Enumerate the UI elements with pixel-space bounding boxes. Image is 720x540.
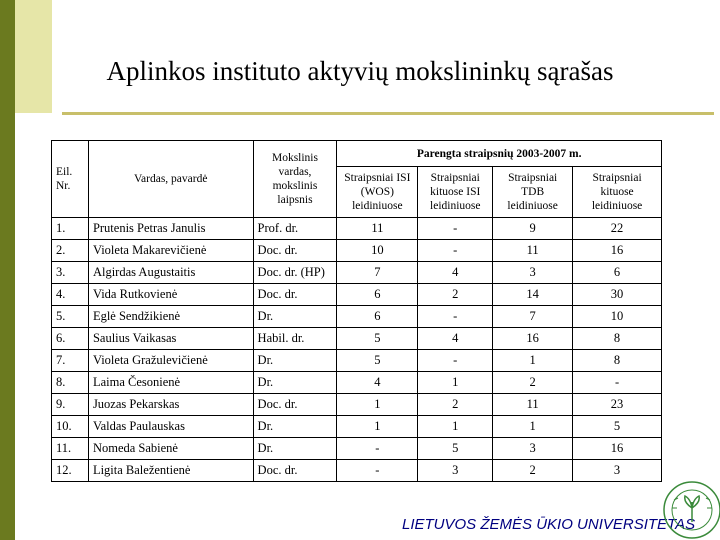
table-row xyxy=(52,438,662,460)
other-count-cell: 22 xyxy=(573,218,662,240)
row-number-cell: 7. xyxy=(52,350,89,372)
other-count-cell: 16 xyxy=(573,240,662,262)
tdb-count-cell: 2 xyxy=(493,460,573,482)
table-row xyxy=(52,218,662,240)
degree-cell: Doc. dr. xyxy=(253,240,337,262)
row-number-cell: 2. xyxy=(52,240,89,262)
other-isi-count-cell: 2 xyxy=(418,284,493,306)
table-row xyxy=(52,372,662,394)
name-cell: Prutenis Petras Janulis xyxy=(88,218,253,240)
table-row xyxy=(52,460,662,482)
header-nr: Eil. Nr. xyxy=(52,141,89,218)
header-other: Straipsniai kituose leidiniuose xyxy=(573,167,662,218)
degree-cell: Doc. dr. xyxy=(253,394,337,416)
name-cell: Saulius Vaikasas xyxy=(88,328,253,350)
row-number-cell: 3. xyxy=(52,262,89,284)
page-title: Aplinkos instituto aktyvių mokslininkų sąrašas xyxy=(106,56,614,86)
tdb-count-cell: 3 xyxy=(493,438,573,460)
other-count-cell: 10 xyxy=(573,306,662,328)
header-degree: Mokslinis vardas, mokslinis laipsnis xyxy=(253,141,337,218)
isi-wos-count-cell: 4 xyxy=(337,372,418,394)
row-number-cell: 6. xyxy=(52,328,89,350)
row-number-cell: 9. xyxy=(52,394,89,416)
degree-cell: Dr. xyxy=(253,350,337,372)
other-isi-count-cell: - xyxy=(418,350,493,372)
name-cell: Juozas Pekarskas xyxy=(88,394,253,416)
isi-wos-count-cell: 7 xyxy=(337,262,418,284)
name-cell: Algirdas Augustaitis xyxy=(88,262,253,284)
other-isi-count-cell: 5 xyxy=(418,438,493,460)
other-isi-count-cell: - xyxy=(418,240,493,262)
degree-cell: Doc. dr. xyxy=(253,460,337,482)
table-row xyxy=(52,350,662,372)
tdb-count-cell: 7 xyxy=(493,306,573,328)
degree-cell: Prof. dr. xyxy=(253,218,337,240)
tdb-count-cell: 3 xyxy=(493,262,573,284)
degree-cell: Doc. dr. (HP) xyxy=(253,262,337,284)
table-row xyxy=(52,394,662,416)
name-cell: Violeta Makarevičienė xyxy=(88,240,253,262)
table-row xyxy=(52,240,662,262)
degree-cell: Doc. dr. xyxy=(253,284,337,306)
tdb-count-cell: 9 xyxy=(493,218,573,240)
header-other-isi: Straipsniai kituose ISI leidiniuose xyxy=(418,167,493,218)
isi-wos-count-cell: 1 xyxy=(337,394,418,416)
university-name: LIETUVOS ŽEMĖS ŪKIO UNIVERSITETAS xyxy=(402,516,696,533)
other-count-cell: 5 xyxy=(573,416,662,438)
row-number-cell: 5. xyxy=(52,306,89,328)
other-count-cell: - xyxy=(573,372,662,394)
row-number-cell: 1. xyxy=(52,218,89,240)
degree-cell: Habil. dr. xyxy=(253,328,337,350)
other-isi-count-cell: 3 xyxy=(418,460,493,482)
table-row xyxy=(52,262,662,284)
isi-wos-count-cell: 10 xyxy=(337,240,418,262)
university-seal-icon xyxy=(660,478,720,540)
other-count-cell: 8 xyxy=(573,328,662,350)
name-cell: Ligita Baležentienė xyxy=(88,460,253,482)
other-isi-count-cell: 2 xyxy=(418,394,493,416)
other-isi-count-cell: - xyxy=(418,218,493,240)
other-count-cell: 3 xyxy=(573,460,662,482)
other-isi-count-cell: 4 xyxy=(418,262,493,284)
isi-wos-count-cell: 6 xyxy=(337,284,418,306)
name-cell: Vida Rutkovienė xyxy=(88,284,253,306)
isi-wos-count-cell: 5 xyxy=(337,328,418,350)
tdb-count-cell: 16 xyxy=(493,328,573,350)
table-row xyxy=(52,416,662,438)
other-count-cell: 16 xyxy=(573,438,662,460)
name-cell: Nomeda Sabienė xyxy=(88,438,253,460)
row-number-cell: 10. xyxy=(52,416,89,438)
other-count-cell: 23 xyxy=(573,394,662,416)
other-isi-count-cell: 1 xyxy=(418,416,493,438)
researchers-table xyxy=(51,140,662,482)
row-number-cell: 4. xyxy=(52,284,89,306)
tdb-count-cell: 1 xyxy=(493,416,573,438)
tdb-count-cell: 14 xyxy=(493,284,573,306)
name-cell: Violeta Gražulevičienė xyxy=(88,350,253,372)
isi-wos-count-cell: 6 xyxy=(337,306,418,328)
table-row xyxy=(52,306,662,328)
other-count-cell: 6 xyxy=(573,262,662,284)
isi-wos-count-cell: 11 xyxy=(337,218,418,240)
other-count-cell: 8 xyxy=(573,350,662,372)
name-cell: Valdas Paulauskas xyxy=(88,416,253,438)
degree-cell: Dr. xyxy=(253,306,337,328)
degree-cell: Dr. xyxy=(253,438,337,460)
other-isi-count-cell: 4 xyxy=(418,328,493,350)
degree-cell: Dr. xyxy=(253,372,337,394)
name-cell: Laima Česonienė xyxy=(88,372,253,394)
row-number-cell: 11. xyxy=(52,438,89,460)
isi-wos-count-cell: 5 xyxy=(337,350,418,372)
isi-wos-count-cell: 1 xyxy=(337,416,418,438)
header-isi-wos: Straipsniai ISI (WOS) leidiniuose xyxy=(337,167,418,218)
header-articles-group: Parengta straipsnių 2003-2007 m. xyxy=(337,141,662,167)
row-number-cell: 8. xyxy=(52,372,89,394)
table-row xyxy=(52,284,662,306)
name-cell: Eglė Sendžikienė xyxy=(88,306,253,328)
isi-wos-count-cell: - xyxy=(337,460,418,482)
header-tdb: Straipsniai TDB leidiniuose xyxy=(493,167,573,218)
isi-wos-count-cell: - xyxy=(337,438,418,460)
row-number-cell: 12. xyxy=(52,460,89,482)
title-underline xyxy=(62,112,714,115)
header-name: Vardas, pavardė xyxy=(88,141,253,218)
tdb-count-cell: 1 xyxy=(493,350,573,372)
tdb-count-cell: 2 xyxy=(493,372,573,394)
tdb-count-cell: 11 xyxy=(493,240,573,262)
other-isi-count-cell: - xyxy=(418,306,493,328)
table-row xyxy=(52,328,662,350)
other-isi-count-cell: 1 xyxy=(418,372,493,394)
other-count-cell: 30 xyxy=(573,284,662,306)
degree-cell: Dr. xyxy=(253,416,337,438)
tdb-count-cell: 11 xyxy=(493,394,573,416)
